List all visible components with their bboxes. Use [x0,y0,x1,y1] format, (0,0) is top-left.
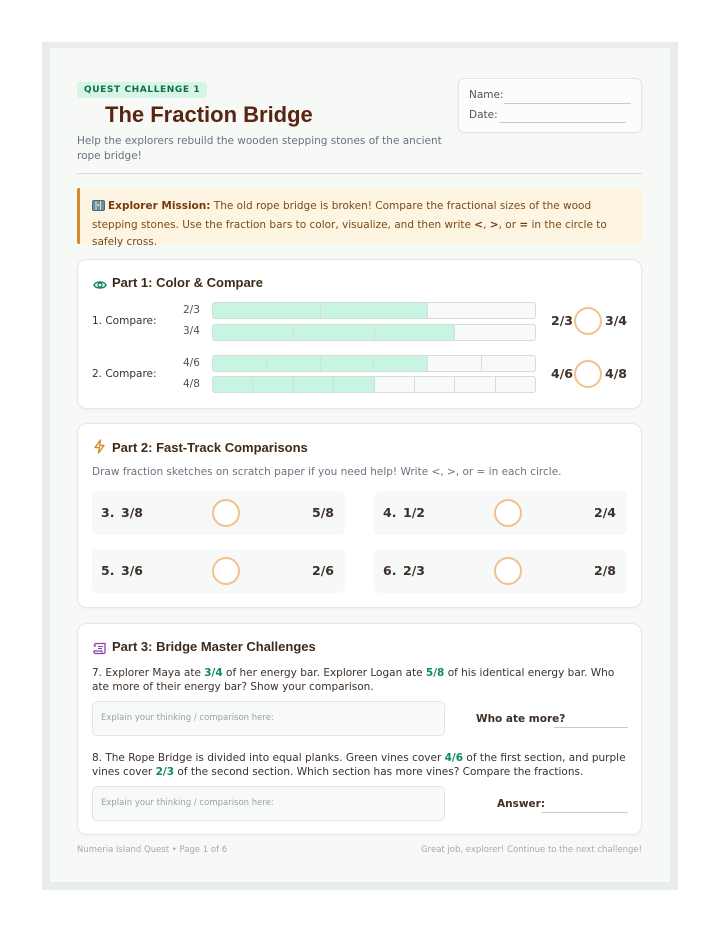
part3-card [77,623,642,835]
bar-segment-filled[interactable] [213,377,253,392]
eye-icon [93,276,107,295]
fraction-bar[interactable] [212,302,536,319]
bar-segment-empty[interactable] [482,356,535,371]
bar-segment-empty[interactable] [375,377,415,392]
page-subtitle: Help the explorers rebuild the wooden stepping stones of the ancient rope bridge! [77,135,442,162]
bar-segment-empty[interactable] [455,377,495,392]
footer-message: Great job, explorer! Continue to the next challenge! [421,845,642,855]
answer-circle[interactable] [574,360,602,388]
q1-left-fraction: 2/3 [551,313,573,328]
q1-label: 1. Compare: [92,315,157,327]
q2-label: 2. Compare: [92,368,157,380]
comparison-item: 5. 3/6 2/6 [92,549,345,593]
q1-right-fraction: 3/4 [605,313,627,328]
part2-title: Part 2: Fast-Track Comparisons [112,440,308,455]
part3-title: Part 3: Bridge Master Challenges [112,639,316,654]
q2-bar2-label: 4/8 [183,378,200,390]
q2-left-fraction: 4/6 [551,366,573,381]
comparison-item: 6. 2/3 2/8 [374,549,627,593]
bar-segment-filled[interactable] [334,377,374,392]
q7-answer-field[interactable] [554,727,628,728]
q1-bar1-label: 2/3 [183,304,200,316]
fraction-bar[interactable] [212,324,536,341]
page-title: The Fraction Bridge [105,102,313,127]
map-icon [92,200,105,217]
answer-circle[interactable] [574,307,602,335]
scroll-icon [93,640,107,659]
q7-text: 7. Explorer Maya ate 3/4 of her energy bar. Explorer Logan ate 5/8 of his identical energy bar. Who ate more of their energy bar? Show your comparison. [92,667,615,693]
bar-segment-filled[interactable] [213,325,294,340]
bar-segment-filled[interactable] [294,377,334,392]
bar-segment-filled[interactable] [375,325,456,340]
bar-segment-empty[interactable] [428,303,535,318]
q8-text: 8. The Rope Bridge is divided into equal planks. Green vines cover 4/6 of the first section, and purple vines cover 2/3 of the second section. Which section has more vines? Compare the fractions. [92,752,626,778]
q2-bar1-label: 4/6 [183,357,200,369]
part2-card [77,423,642,608]
name-field[interactable] [504,103,631,104]
bar-segment-filled[interactable] [374,356,428,371]
q1-bar2-label: 3/4 [183,325,200,337]
q2-right-fraction: 4/8 [605,366,627,381]
quest-badge: QUEST CHALLENGE 1 [77,82,207,98]
footer-page-info: Numeria Island Quest • Page 1 of 6 [77,845,228,855]
name-label: Name: [469,89,504,101]
lightning-icon [93,439,106,458]
comparison-item: 3. 3/8 5/8 [92,491,345,535]
bar-segment-empty[interactable] [415,377,455,392]
comparison-item: 4. 1/2 2/4 [374,491,627,535]
answer-circle[interactable] [212,499,240,527]
part1-card [77,259,642,409]
bar-segment-empty[interactable] [455,325,535,340]
q8-answer-label: Answer: [497,798,546,810]
mission-text: Explorer Mission: The old rope bridge is broken! Compare the fractional sizes of the wood stepping stones. Use the fraction bars to color, visualize, and then write <, >, or = in the circle to safely cross. [92,200,607,248]
bar-segment-filled[interactable] [213,303,321,318]
part2-instructions: Draw fraction sketches on scratch paper if you need help! Write <, >, or = in each circle. [92,466,562,478]
answer-circle[interactable] [494,557,522,585]
bar-segment-empty[interactable] [496,377,535,392]
bar-segment-filled[interactable] [213,356,267,371]
bar-segment-filled[interactable] [267,356,321,371]
fraction-bar[interactable] [212,376,536,393]
bar-segment-empty[interactable] [428,356,482,371]
answer-circle[interactable] [494,499,522,527]
bar-segment-filled[interactable] [294,325,375,340]
q7-explanation-field[interactable]: Explain your thinking / comparison here: [92,701,445,736]
bar-segment-filled[interactable] [321,303,429,318]
bar-segment-filled[interactable] [321,356,375,371]
date-label: Date: [469,109,498,121]
bar-segment-filled[interactable] [253,377,293,392]
mission-callout [77,188,642,248]
header-divider [77,173,642,174]
date-field[interactable] [499,122,626,123]
q7-answer-label: Who ate more? [476,713,566,725]
name-date-box [458,78,642,133]
fraction-bar[interactable] [212,355,536,372]
q8-answer-field[interactable] [542,812,628,813]
part1-title: Part 1: Color & Compare [112,275,263,290]
mission-lead: Explorer Mission: [108,200,211,212]
q8-explanation-field[interactable]: Explain your thinking / comparison here: [92,786,445,821]
answer-circle[interactable] [212,557,240,585]
